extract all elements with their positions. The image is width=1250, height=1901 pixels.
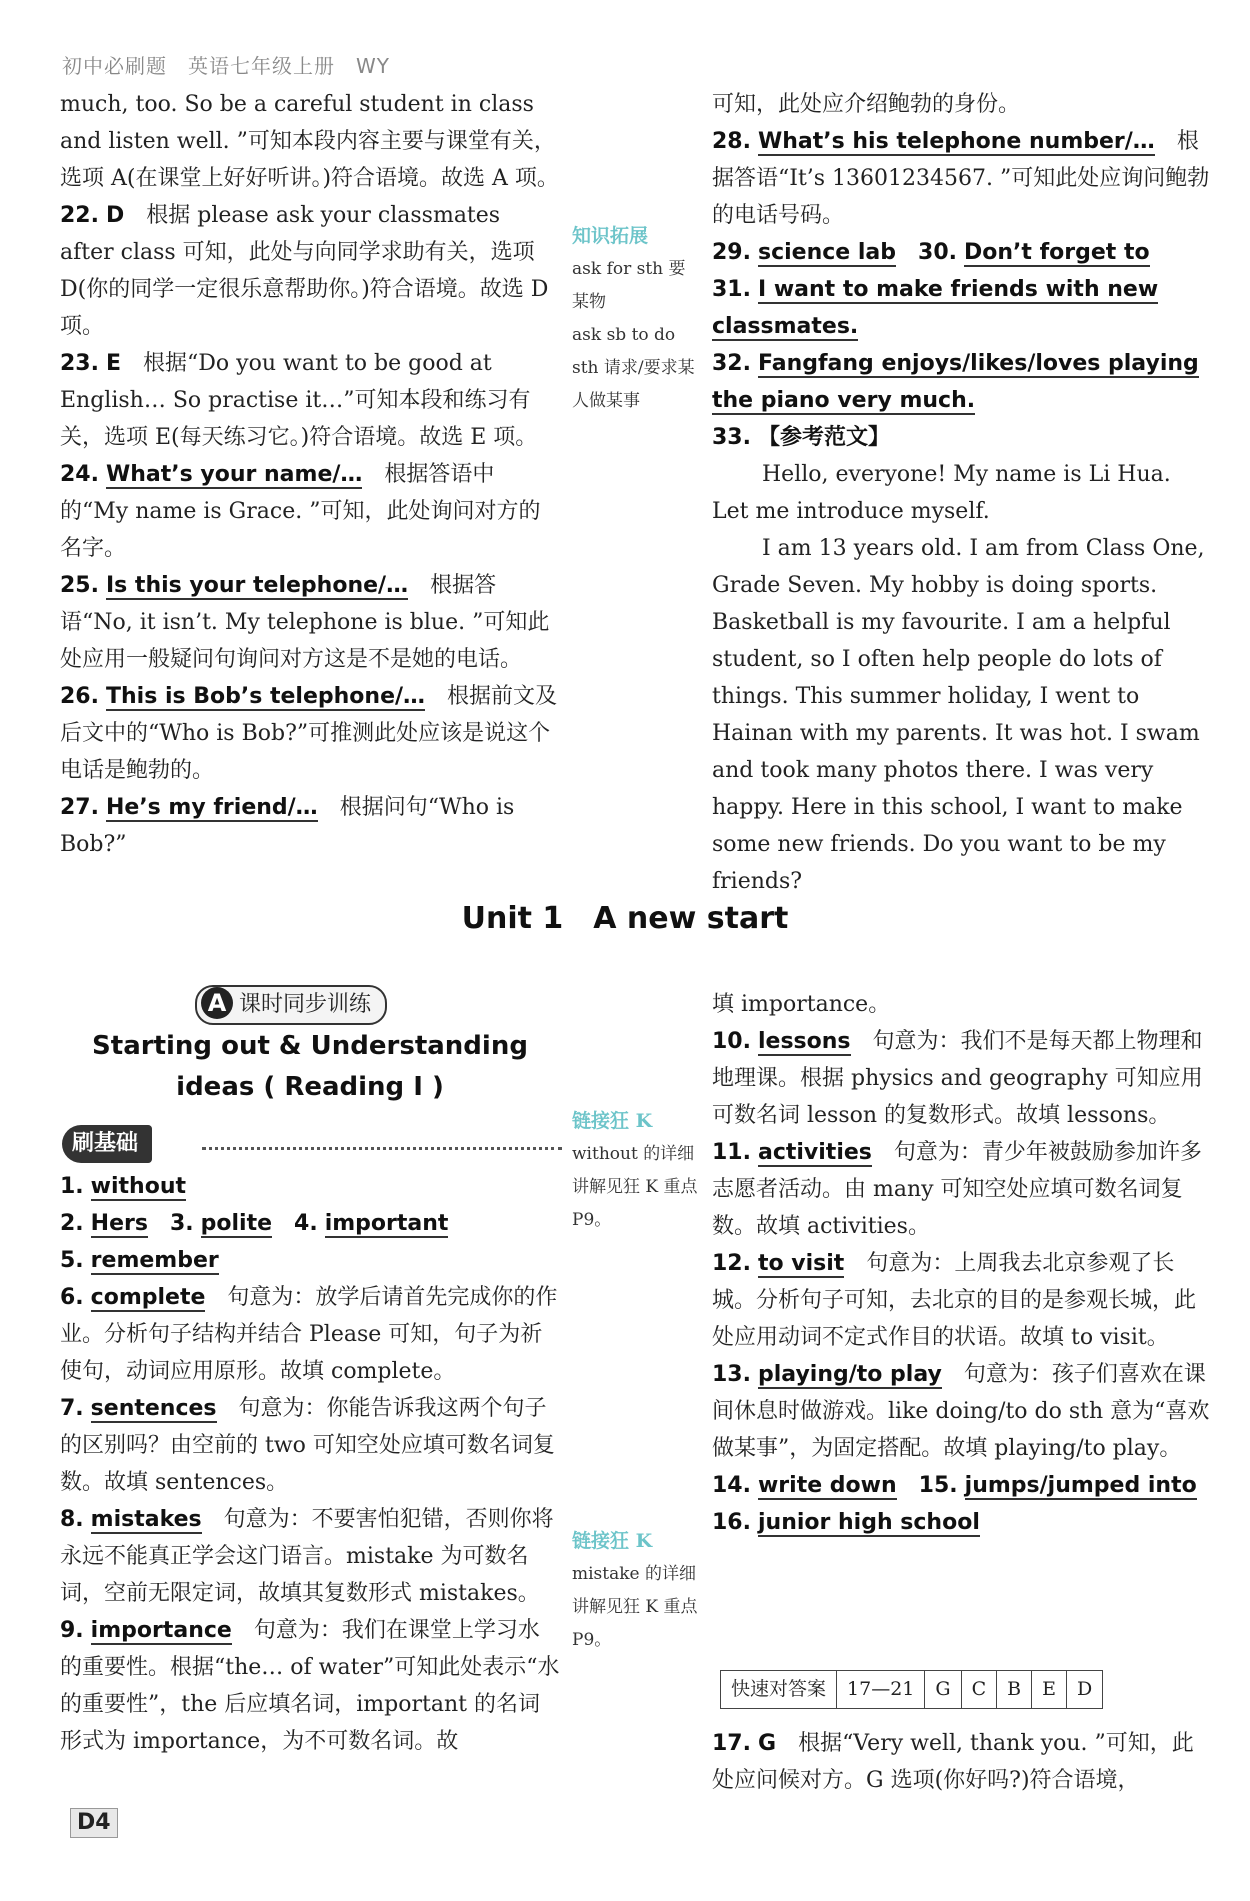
answer-10: 10. lessons 句意为：我们不是每天都上物理和地理课。根据 physics and geography 可知应用可数名词 lesson 的复数形式。故填 lessons。 [712, 1029, 1203, 1128]
dotted-divider [202, 1147, 562, 1150]
answer-1: 1. without [60, 1174, 187, 1199]
sidebar-heading: 链接狂 K [572, 1110, 653, 1132]
section-letter: A [201, 987, 233, 1019]
answer-32: 32. Fangfang enjoys/likes/loves playing the piano very much. [712, 351, 1199, 413]
link-sidebar-mistake [572, 1525, 702, 1657]
sidebar-line: ask for sth 要某物 [572, 259, 686, 312]
sidebar-line: mistake 的详细讲解见狂 K 重点 P9。 [572, 1564, 698, 1650]
answer-16: 16. junior high school [712, 1510, 980, 1535]
answer-29-30: 29. science lab 30. Don’t forget to [712, 240, 1150, 265]
quick-answer-cell: D [1066, 1671, 1102, 1709]
answer-26: 26. This is Bob’s telephone/… 根据前文及后文中的“Who is Bob?”可推测此处应该是说这个电话是鲍勃的。 [60, 684, 558, 783]
answer-14-15: 14. write down 15. jumps/jumped into [712, 1473, 1197, 1498]
answer-23: 23. E 根据“Do you want to be good at English… So practise it…”可知本段和练习有关，选项 E(每天练习它。)符合语境。故选 E 项。 [60, 351, 538, 450]
essay-paragraph: Hello, everyone! My name is Li Hua. Let me introduce myself. [712, 462, 1171, 524]
sidebar-line: without 的详细讲解见狂 K 重点 P9。 [572, 1144, 698, 1230]
basics-label: 刷基础 [62, 1125, 152, 1163]
quick-answer-cell: C [961, 1671, 997, 1709]
answer-13: 13. playing/to play 句意为：孩子们喜欢在课间休息时做游戏。like doing/to do sth 意为“喜欢做某事”，为固定搭配。故填 playing/to play。 [712, 1362, 1210, 1461]
quick-answer-cell: E [1032, 1671, 1067, 1709]
answer-12: 12. to visit 句意为：上周我去北京参观了长城。分析句子可知，去北京的目的是参观长城，此处应用动词不定式作目的状语。故填 to visit。 [712, 1251, 1197, 1350]
basics-banner [62, 1125, 562, 1165]
answer-17: 17. G 根据“Very well, thank you. ”可知，此处应问候对方。G 选项(你好吗?)符合语境， [712, 1731, 1194, 1793]
section-label: A 课时同步训练 [195, 985, 387, 1025]
essay-paragraph: I am 13 years old. I am from Class One, Grade Seven. My hobby is doing sports. Basketball is my favourite. I am a helpful student, so I often help people do lots of things. This summer holiday, I went to Hainan with my parents. It was hot. I swam and took many photos there. I was very happy. Here in this school, I want to make some new friends. Do you want to be my friends? [712, 536, 1205, 894]
knowledge-sidebar [572, 220, 702, 418]
answer-7: 7. sentences 句意为：你能告诉我这两个句子的区别吗？由空前的 two 可知空处应填可数名词复数。故填 sentences。 [60, 1396, 555, 1495]
page-number: D4 [70, 1808, 118, 1838]
quick-answer-table [720, 1670, 1103, 1709]
lesson-title-line-2: ideas ( Reading Ⅰ ) [176, 1072, 444, 1102]
answer-9-continuation: 填 importance。 [712, 992, 891, 1017]
answer-6: 6. complete 句意为：放学后请首先完成你的作业。分析句子结构并结合 Please 可知，句子为祈使句，动词应用原形。故填 complete。 [60, 1285, 558, 1384]
answer-22: 22. D 根据 please ask your classmates after class 可知，此处与向同学求助有关，选项 D(你的同学一定很乐意帮助你。)符合语境。故选 D 项。 [60, 203, 549, 339]
right-bottom-column [712, 986, 1212, 1541]
quick-answer-cell: B [997, 1671, 1032, 1709]
answer-27-continuation: 可知，此处应介绍鲍勃的身份。 [712, 92, 1021, 117]
page-header: 初中必刷题 英语七年级上册 WY [62, 54, 390, 78]
quick-answer-label: 快速对答案 [721, 1671, 837, 1709]
sidebar-heading: 链接狂 K [572, 1530, 653, 1552]
answer-31: 31. I want to make friends with new classmates. [712, 277, 1159, 339]
quick-answer-range: 17—21 [837, 1671, 925, 1709]
answer-25: 25. Is this your telephone/… 根据答语“No, it isn’t. My telephone is blue. ”可知此处应用一般疑问句询问对方这是不是她的电话。 [60, 573, 550, 672]
answer-33: 33. 【参考范文】 [712, 425, 890, 450]
answer-11: 11. activities 句意为：青少年被鼓励参加许多志愿者活动。由 many 可知空处应填可数名词复数。故填 activities。 [712, 1140, 1202, 1239]
answer-5: 5. remember [60, 1248, 219, 1273]
unit-title: Unit 1 A new start [461, 901, 789, 936]
quick-answer-cell: G [925, 1671, 961, 1709]
answer-28: 28. What’s his telephone number/… 根据答语“It’s 13601234567. ”可知此处应询问鲍勃的电话号码。 [712, 129, 1210, 228]
answer-9: 9. importance 句意为：我们在课堂上学习水的重要性。根据“the… of water”可知此处表示“水的重要性”，the 后应填名词，important 的名词形式为 importance，为不可数名词。故 [60, 1618, 560, 1754]
answer-21-continuation: much, too. So be a careful student in class and listen well. ”可知本段内容主要与课堂有关，选项 A(在课堂上好好听讲。)符合语境。故选 A 项。 [60, 92, 559, 191]
answer-27: 27. He’s my friend/… 根据问句“Who is Bob?” [60, 795, 515, 857]
answer-2-4: 2. Hers 3. polite 4. important [60, 1211, 449, 1236]
right-top-column [712, 86, 1212, 900]
link-sidebar-without [572, 1105, 702, 1237]
sidebar-heading: 知识拓展 [572, 225, 649, 247]
lesson-title-line-1: Starting out & Understanding [92, 1031, 528, 1061]
left-bottom-column [60, 1168, 560, 1760]
sidebar-line: ask sb to do sth 请求/要求某人做某事 [572, 325, 695, 411]
answer-24: 24. What’s your name/… 根据答语中的“My name is Grace. ”可知，此处询问对方的名字。 [60, 462, 541, 561]
answer-8: 8. mistakes 句意为：不要害怕犯错，否则你将永远不能真正学会这门语言。mistake 为可数名词，空前无限定词，故填其复数形式 mistakes。 [60, 1507, 554, 1606]
left-top-column [60, 86, 560, 863]
